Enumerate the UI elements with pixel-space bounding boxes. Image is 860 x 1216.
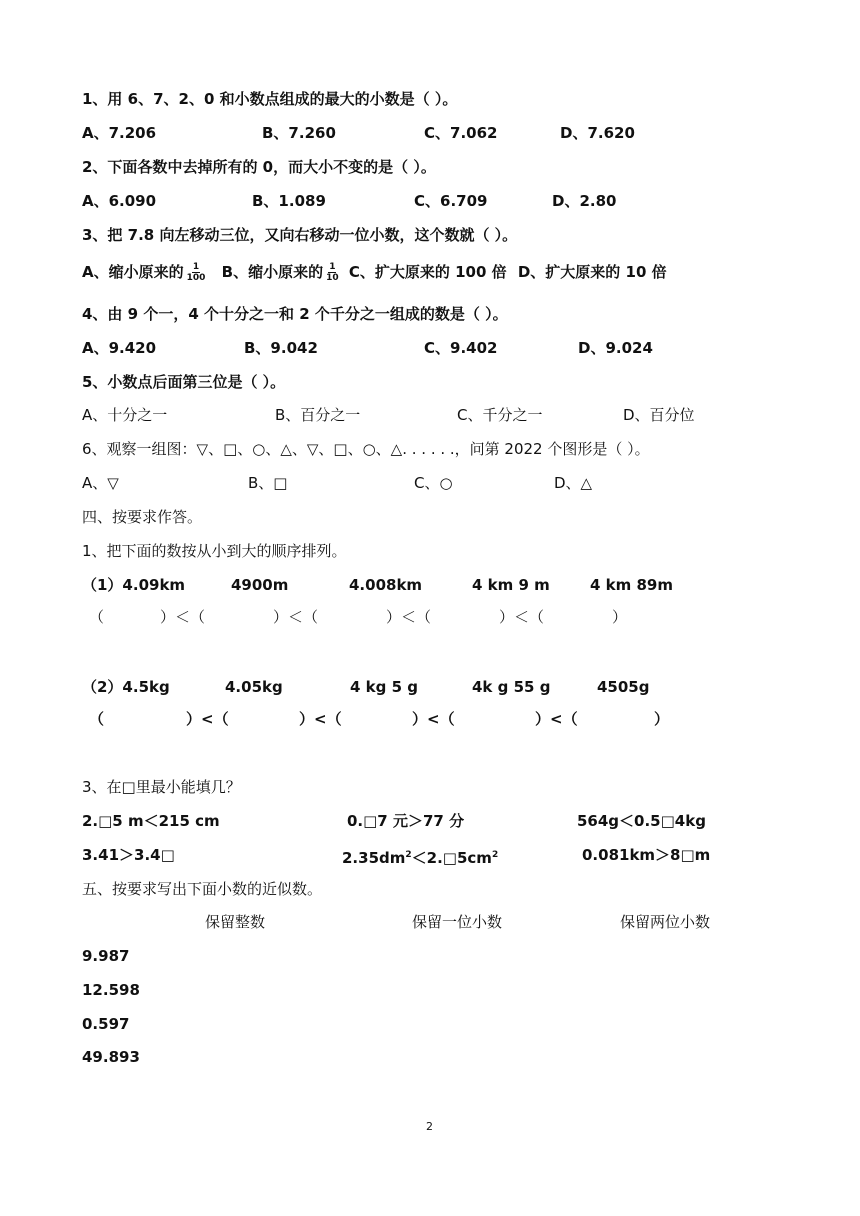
q3-fill-6: 0.081km＞8□m [582,846,711,864]
section-4-q1-stem: 1、把下面的数按从小到大的顺序排列。 [82,542,347,560]
part1-item-4: 4 km 9 m [472,576,550,594]
number-row-3: 0.597 [82,1015,130,1033]
question-5-stem: 5、小数点后面第三位是（ ）。 [82,373,286,391]
fraction-numerator: 1 [192,262,200,272]
part1-blank-sep-3: ）＜（ [386,608,432,626]
part2-item-5: 4505g [597,678,650,696]
q3-fill-5-right: ＜2.□5cm [411,849,492,867]
q3-fill-2: 0.□7 元＞77 分 [347,812,465,830]
fraction-denominator: 100 [186,273,206,283]
q3-fill-5 [342,845,498,868]
part2-item-1: （2）4.5kg [82,678,170,696]
q1-option-b: B、7.260 [262,124,336,142]
q2-option-d: D、2.80 [552,192,617,210]
q4-option-b: B、9.042 [244,339,318,357]
part1-blank-sep-2: ）＜（ [273,608,319,626]
superscript-2: 2 [405,850,412,860]
question-4-stem: 4、由 9 个一，4 个十分之一和 2 个千分之一组成的数是（ ）。 [82,305,508,323]
q5-option-b: B、百分之一 [275,406,361,424]
part1-blank-sep-4: ）＜（ [499,608,545,626]
part1-item-2: 4900m [231,576,289,594]
page-number: 2 [426,1120,433,1133]
q2-option-c: C、6.709 [414,192,488,210]
part1-item-1: （1）4.09km [82,576,186,594]
question-6-stem: 6、观察一组图：▽、□、○、△、▽、□、○、△. . . . . .，问第 2022 个图形是（ ）。 [82,440,650,458]
q1-option-d: D、7.620 [560,124,635,142]
q1-option-c: C、7.062 [424,124,498,142]
part1-item-5: 4 km 89m [590,576,673,594]
header-round-integer: 保留整数 [205,913,266,931]
q6-option-c: C、○ [414,474,453,492]
q3-option-a: A、缩小原来的 [82,263,184,281]
question-1-stem: 1、用 6、7、2、0 和小数点组成的最大的小数是（ ）。 [82,90,458,108]
fraction-numerator: 1 [329,262,336,272]
q3-options-row [82,262,667,283]
q2-option-b: B、1.089 [252,192,326,210]
header-round-one-decimal: 保留一位小数 [412,913,503,931]
part1-item-3: 4.008km [349,576,423,594]
q3-fill-1: 2.□5 m＜215 cm [82,812,220,830]
q6-option-a: A、▽ [82,474,119,492]
part1-blank-close: ） [612,608,628,626]
part2-blank-open: （ [89,710,105,728]
part1-blank-open: （ [89,608,105,626]
part2-item-2: 4.05kg [225,678,283,696]
part2-item-3: 4 kg 5 g [350,678,418,696]
part2-blank-close: ） [654,710,670,728]
part2-blank-sep-2: ）<（ [299,710,342,728]
superscript-2: 2 [491,850,499,860]
q3-option-b: B、缩小原来的 [221,263,324,281]
q5-option-c: C、千分之一 [457,406,543,424]
part2-blank-sep-1: ）<（ [186,710,229,728]
number-row-4: 49.893 [82,1048,140,1066]
q1-option-a: A、7.206 [82,124,157,142]
q3-fill-4: 3.41＞3.4□ [82,846,175,864]
section-4-title: 四、按要求作答。 [82,508,203,526]
q5-option-d: D、百分位 [623,406,695,424]
q3-option-d: D、扩大原来的 10 倍 [517,263,667,281]
part2-blank-sep-3: ）<（ [412,710,455,728]
q4-option-d: D、9.024 [578,339,653,357]
q3-option-a-fraction [186,262,207,283]
q2-option-a: A、6.090 [82,192,157,210]
q3-fill-5-left: 2.35dm [342,849,406,867]
q4-option-c: C、9.402 [424,339,498,357]
part2-item-4: 4k g 55 g [472,678,551,696]
q6-option-b: B、□ [248,474,288,492]
question-3-stem: 3、把 7.8 向左移动三位，又向右移动一位小数，这个数就（ ）。 [82,226,518,244]
number-row-2: 12.598 [82,981,140,999]
part2-blank-sep-4: ）<（ [535,710,578,728]
q6-option-d: D、△ [554,474,593,492]
question-2-stem: 2、下面各数中去掉所有的 0，而大小不变的是（ ）。 [82,158,436,176]
q3-option-b-fraction [325,262,340,283]
q3-fill-3: 564g＜0.5□4kg [577,812,706,830]
number-row-1: 9.987 [82,947,130,965]
q3-option-c: C、扩大原来的 100 倍 [348,263,507,281]
fraction-denominator: 10 [326,273,339,283]
header-round-two-decimal: 保留两位小数 [620,913,711,931]
q4-option-a: A、9.420 [82,339,157,357]
section-4-q3-stem: 3、在□里最小能填几？ [82,778,241,796]
part1-blank-sep-1: ）＜（ [160,608,206,626]
q5-option-a: A、十分之一 [82,406,168,424]
section-5-title: 五、按要求写出下面小数的近似数。 [82,880,323,898]
